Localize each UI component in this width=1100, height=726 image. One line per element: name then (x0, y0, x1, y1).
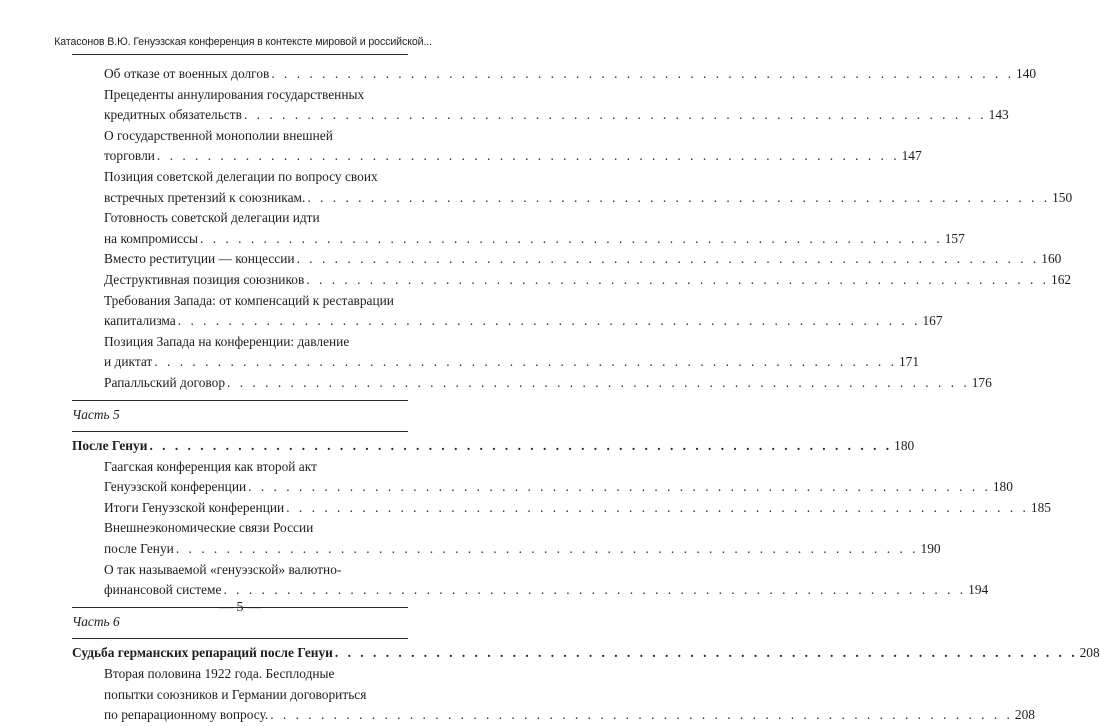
toc-entry-text: попытки союзников и Германии договориться (104, 686, 367, 702)
toc-page-number: 190 (920, 541, 941, 557)
leader-dots (223, 580, 966, 601)
toc-entry-text: Об отказе от военных долгов (104, 66, 270, 81)
toc-entry[interactable] (72, 498, 1051, 519)
toc-entry-text: торговли (104, 148, 155, 164)
toc-page-number: 194 (968, 582, 989, 598)
toc-entry-text: Вторая половина 1922 года. Бесплодные (104, 666, 335, 682)
part-divider (72, 638, 408, 639)
leader-dots (176, 539, 919, 560)
part-divider (72, 431, 408, 432)
toc-entry-text: капитализма (104, 313, 176, 329)
toc-entry-text: О так называемой «генуэзской» валютно- (104, 561, 342, 577)
leader-dots (271, 64, 1014, 85)
toc-page-number: 208 (1079, 645, 1100, 661)
toc-entry[interactable] (72, 64, 1037, 85)
toc-entry[interactable] (72, 560, 989, 601)
toc-entry-text: Позиция советской делегации по вопросу своих (104, 168, 378, 184)
toc-entry[interactable] (72, 126, 922, 167)
toc-entry-text: кредитных обязательств (104, 107, 242, 123)
toc-page-number: 162 (1051, 271, 1072, 287)
toc-heading-title: Судьба германских репараций после Генуи (72, 645, 333, 661)
leader-dots (306, 270, 1049, 291)
toc-entry-text: О государственной монополии внешней (104, 127, 333, 143)
toc-entry[interactable] (72, 457, 1013, 498)
toc-heading-title: После Генуи (72, 438, 148, 454)
toc-entry[interactable] (72, 332, 920, 373)
leader-dots (297, 249, 1040, 270)
leader-dots (200, 229, 943, 250)
part-divider (72, 400, 408, 401)
toc-section-part4-continued (72, 64, 1073, 394)
toc-page-number: 171 (898, 354, 920, 370)
running-title: Катасонов В.Ю. Генуэзская конференция в контексте мировой и российской... (54, 36, 432, 48)
leader-dots (227, 373, 970, 394)
leader-dots (270, 705, 1013, 726)
leader-dots (307, 188, 1050, 209)
toc-page-number: 180 (894, 438, 915, 454)
toc-entry-text: Итоги Генуэзской конференции (104, 499, 285, 515)
toc-entry-text: Позиция Запада на конференции: давление (104, 333, 350, 349)
toc-entry[interactable] (72, 85, 1009, 126)
toc-page-number: 150 (1052, 189, 1073, 205)
toc-entry-text: и диктат (104, 354, 153, 370)
toc-page-number: 143 (988, 107, 1009, 123)
page-number: — 5 — (219, 600, 261, 615)
table-of-contents (72, 64, 1100, 726)
toc-entry-text: Генуэзской конференции (104, 479, 247, 495)
toc-page-number: 147 (901, 148, 922, 164)
toc-entry[interactable] (72, 208, 965, 249)
toc-page-number: 167 (922, 313, 943, 329)
part-label: Часть 5 (72, 406, 120, 422)
toc-part5-entries (72, 457, 1051, 601)
toc-entry[interactable] (72, 249, 1062, 270)
toc-page-number: 180 (992, 479, 1013, 495)
toc-entry-text: Внешнеэкономические связи России (104, 520, 314, 536)
part-label: Часть 6 (72, 613, 120, 629)
toc-entry-text: Требования Запада: от компенсаций к реставрации (104, 292, 394, 308)
toc-page-number: 160 (1041, 251, 1062, 267)
toc-page-number: 185 (1030, 499, 1051, 515)
toc-entry-text: Прецеденты аннулирования государственных (104, 86, 365, 102)
toc-part-heading[interactable] (72, 643, 1100, 664)
toc-part6-entries (72, 664, 1035, 726)
toc-entry[interactable] (72, 518, 941, 559)
toc-entry[interactable] (72, 664, 1035, 726)
toc-entry-text: финансовой системе (104, 582, 222, 598)
toc-entry-text: по репарационному вопросу. (104, 707, 269, 723)
leader-dots (149, 436, 892, 457)
toc-entry-text: встречных претензий к союзникам. (104, 189, 306, 205)
leader-dots (157, 146, 900, 167)
toc-page-number: 157 (944, 230, 965, 246)
toc-entry-text: на компромиссы (104, 230, 199, 246)
toc-entry-text: Гаагская конференция как второй акт (104, 458, 317, 474)
toc-entry[interactable] (72, 167, 1073, 208)
toc-entry-text: Деструктивная позиция союзников (104, 271, 305, 287)
leader-dots (244, 105, 987, 126)
toc-entry-text: Рапалльский договор (104, 374, 226, 390)
toc-entry[interactable] (72, 373, 992, 394)
toc-entry[interactable] (72, 270, 1072, 291)
toc-entry[interactable] (72, 291, 943, 332)
leader-dots (154, 352, 897, 373)
toc-page-number: 208 (1014, 707, 1035, 723)
header-divider (72, 54, 408, 55)
leader-dots (178, 311, 921, 332)
toc-entry-text: после Генуи (104, 541, 174, 557)
leader-dots (335, 643, 1078, 664)
toc-entry-text: Вместо реституции — концессии (104, 251, 295, 267)
leader-dots (286, 498, 1029, 519)
toc-page-number: 176 (971, 374, 992, 390)
toc-page-number: 140 (1016, 66, 1037, 81)
leader-dots (248, 477, 991, 498)
toc-part-heading[interactable] (72, 436, 915, 457)
toc-entry-text: Готовность советской делегации идти (104, 210, 320, 226)
